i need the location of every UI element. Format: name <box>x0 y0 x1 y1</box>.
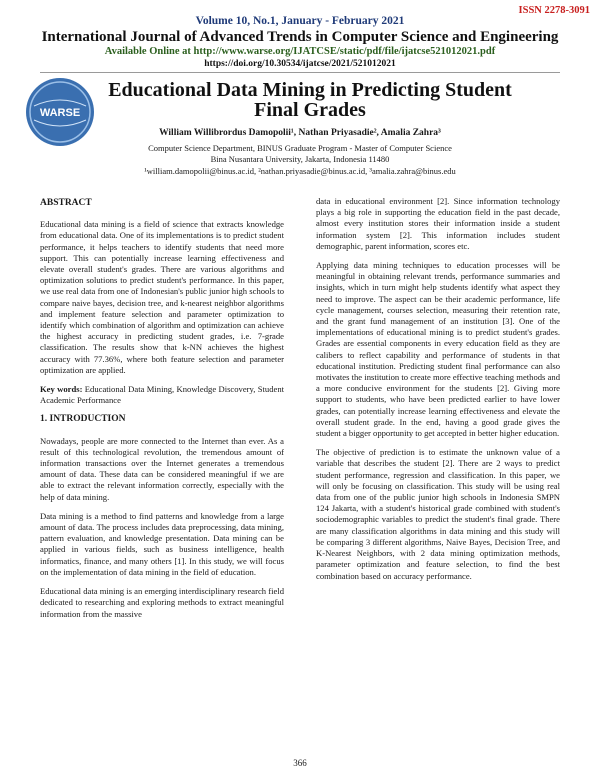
authors: William Willibrordus Damopolii¹, Nathan Priyasadie², Amalia Zahra³ <box>159 128 441 138</box>
author-emails: ¹william.damopolii@binus.ac.id, ²nathan.priyasadie@binus.ac.id, ³amalia.zahra@binus.edu <box>144 166 456 176</box>
journal-title: International Journal of Advanced Trends in Computer Science and Engineering <box>41 29 559 45</box>
left-column <box>40 198 284 628</box>
intro-paragraph-3: Educational data mining is an emerging interdisciplinary research field dedicated to researching and exploring methods to extract meaningful information from the massive <box>40 586 284 619</box>
intro-paragraph-2: Data mining is a method to find patterns and knowledge from a large amount of data. The process includes data preprocessing, data mining, pattern evaluation, and knowledge presentation. Data mining can be applied in various fields, such as business intelligence, health informatics, finance, and many others [1]. In this study, we will focus on the implementation of data mining in the field of education. <box>40 510 284 577</box>
affiliation-university: Bina Nusantara University, Jakarta, Indonesia 11480 <box>210 154 390 164</box>
doi-link[interactable]: https://doi.org/10.30534/ijatcse/2021/521012021 <box>204 59 396 69</box>
abstract-heading: ABSTRACT <box>40 198 92 208</box>
right-column <box>316 196 560 590</box>
header-divider <box>40 72 560 73</box>
issn-label: ISSN 2278-3091 <box>518 5 590 16</box>
right-paragraph-1: data in educational environment [2]. Since information technology plays a big role in supporting the education field in the past decade, almost every institution stores their information inside a student information system [2]. This information includes student demographic, parent information, scores etc. <box>316 196 560 251</box>
title-line-2: Final Grades <box>254 99 366 121</box>
available-online-link[interactable]: Available Online at http://www.warse.org/IJATCSE/static/pdf/file/ijatcse521012021.pdf <box>104 46 496 57</box>
introduction-heading: 1. INTRODUCTION <box>40 414 126 425</box>
right-paragraph-3: The objective of prediction is to estimate the unknown value of a variable that describes the student [2]. There are 2 ways to predict student performance, regression and classification. In this paper, we will only be focusing on classification. This study will be using real data from one of the public junior high schools in Indonesia SMPN 124 Jakarta, with a student's historical grade combined with student's sociodemographic variables to predict the student's final grade. There are many classification algorithms in data mining and this study will be comparing 3 different algorithms, Naive Bayes, Decision Tree, and K-Nearest Neighbors, with 2 data mining optimization methods, parameter optimization and feature selection, to find the best combination based on accuracy performance. <box>316 447 560 581</box>
paper-title <box>90 80 530 120</box>
keywords-text: Educational Data Mining, Knowledge Discovery, Student Academic Performance <box>40 384 285 406</box>
keywords <box>40 384 284 406</box>
logo-text: WARSE <box>39 107 81 119</box>
intro-paragraph-1: Nowadays, people are more connected to the Internet than ever. As a result of this technological revolution, the tremendous amount of information transactions over the Internet generates a tremendous amount of data. These data can be considered meaningful if we are able to extract the relevant information correctly, especially with the help of data mining. <box>40 435 284 502</box>
volume-line: Volume 10, No.1, January - February 2021 <box>195 15 405 27</box>
abstract-text: Educational data mining is a field of science that extracts knowledge from educational data. One of its implementations is to predict student performance, it helps teachers to identify students that need more support. This can potentially increase learning effectiveness and elevate overall student's grades. There are various algorithms and optimization solutions to predict student's performance. In this paper, we use real data from one of Indonesian's public junior high schools to compare naive bayes, decision tree, and k-nearest neighbor algorithms and implement feature selection and parameter optimization to identify which combination of algorithm and optimization can achieve the highest accuracy in predicting student grades, i.e. 7-grade classification. The results show that k-NN achieves the highest accuracy with 77.36%, where both feature selection and parameter optimization are applied. <box>40 219 284 375</box>
affiliation-department: Computer Science Department, BINUS Graduate Program - Master of Computer Science <box>148 143 452 153</box>
right-paragraph-2: Applying data mining techniques to education processes will be meaningful in obtaining relevant trends, performance summaries and insights, which in turn might help students identify what aspect they need to improve. The aspect can be their academic performance, life cycle management, courses selection, measuring their retention rate, and the grant fund management of an institution [3]. One of the implementations of educational mining is to predict student's grades. Grades are essential components in every education field as they are calibers to reflect capability and performance of students in that educational institution. Predicting student final performance can also motivates the institution to create more effective teaching methods and a more conducive environment for the students [2]. Giving more support to students, who have been predicted earlier to have lower grades, can potentially increase learning effectiveness and elevate the overall student grade. In the end, having a good grade gives the student a bigger opportunity to get accepted in better higher education. <box>316 260 560 439</box>
page-number: 366 <box>293 758 307 768</box>
keywords-label: Key words: <box>40 384 83 395</box>
title-line-1: Educational Data Mining in Predicting Student <box>108 79 512 101</box>
